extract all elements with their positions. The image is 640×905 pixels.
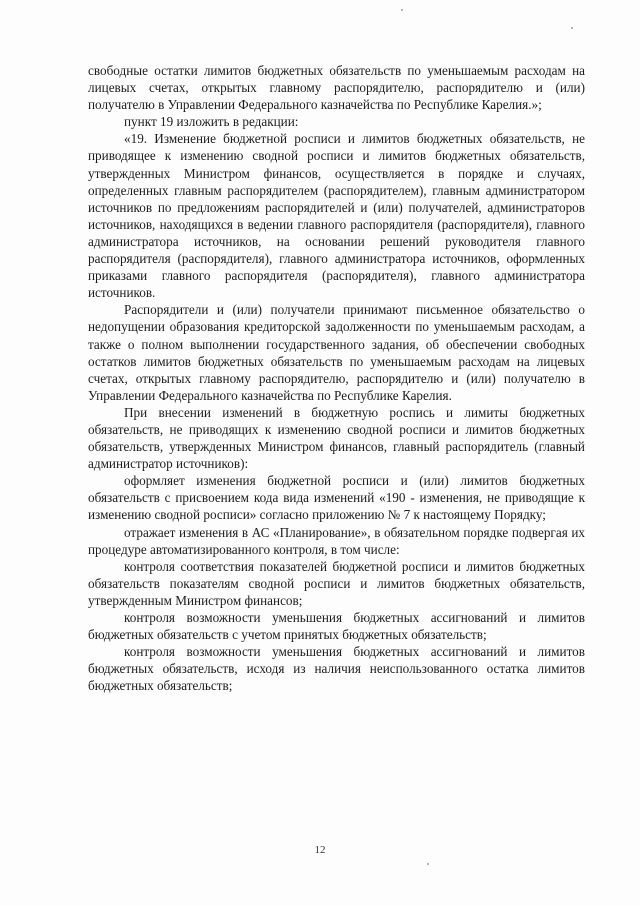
- paragraph-6: оформляет изменения бюджетной росписи и (или) лимитов бюджетных обязательств с присвоением кода вида изменений «190 - изменения, не приводящие к изменению сводной росписи» согласно приложению № 7 к настоящему Порядку;: [88, 473, 585, 523]
- paragraph-7: отражает изменения в АС «Планирование», в обязательном порядке подвергая их процедуре автоматизированного контроля, в том числе:: [88, 524, 585, 557]
- paragraph-2: пункт 19 изложить в редакции:: [124, 114, 299, 130]
- paragraph-5: При внесении изменений в бюджетную роспись и лимиты бюджетных обязательств, не приводящих к изменению сводной росписи и лимитов бюджетных обязательств, утвержденных Министром финансов, главный распорядитель (главный администратор источников):: [88, 404, 585, 472]
- paragraph-9: контроля возможности уменьшения бюджетных ассигнований и лимитов бюджетных обязательств с учетом принятых бюджетных обязательств;: [88, 610, 585, 643]
- paragraph-4: Распорядители и (или) получатели принимают письменное обязательство о недопущении образования кредиторской задолженности по уменьшаемым расходам, а также о полном выполнении государственного задания, об обеспечении свободных остатков лимитов бюджетных обязательств по уменьшаемым расходам на лицевых счетах, открытых главному распорядителю, распорядителю и (или) получателю в Управлении Федерального казначейства по Республике Карелия.: [88, 302, 585, 403]
- paragraph-3: «19. Изменение бюджетной росписи и лимитов бюджетных обязательств, не приводящее к изменению сводной росписи и лимитов бюджетных обязательств, утвержденных Министром финансов, осуществляется в порядке и случаях, определенных главным распорядителем (распорядителем), главным администратором источников по предложениям распорядителей и (или) получателей, администраторов источников, находящихся в ведении главного распорядителя (распорядителя), главного администратора источников, на основании решений руководителя главного распорядителя (распорядителя), главного администратора источников, оформленных приказами главного распорядителя (распорядителя), главного администратора источников.: [88, 131, 585, 301]
- scan-speck: [401, 9, 403, 11]
- document-body: [88, 62, 585, 694]
- scan-speck: [571, 27, 573, 29]
- paragraph-10: контроля возможности уменьшения бюджетных ассигнований и лимитов бюджетных обязательств, исходя из наличия неиспользованного остатка лимитов бюджетных обязательств;: [88, 644, 585, 694]
- page-number: 12: [314, 844, 326, 856]
- paragraph-8: контроля соответствия показателей бюджетной росписи и лимитов бюджетных обязательств показателям сводной росписи и лимитов бюджетных обязательств, утвержденным Министром финансов;: [88, 558, 585, 608]
- paragraph-1: свободные остатки лимитов бюджетных обязательств по уменьшаемым расходам на лицевых счетах, открытых главному распорядителю, распорядителю и (или) получателю в Управлении Федерального казначейства по Республике Карелия.»;: [88, 63, 585, 113]
- scan-speck: [427, 863, 429, 865]
